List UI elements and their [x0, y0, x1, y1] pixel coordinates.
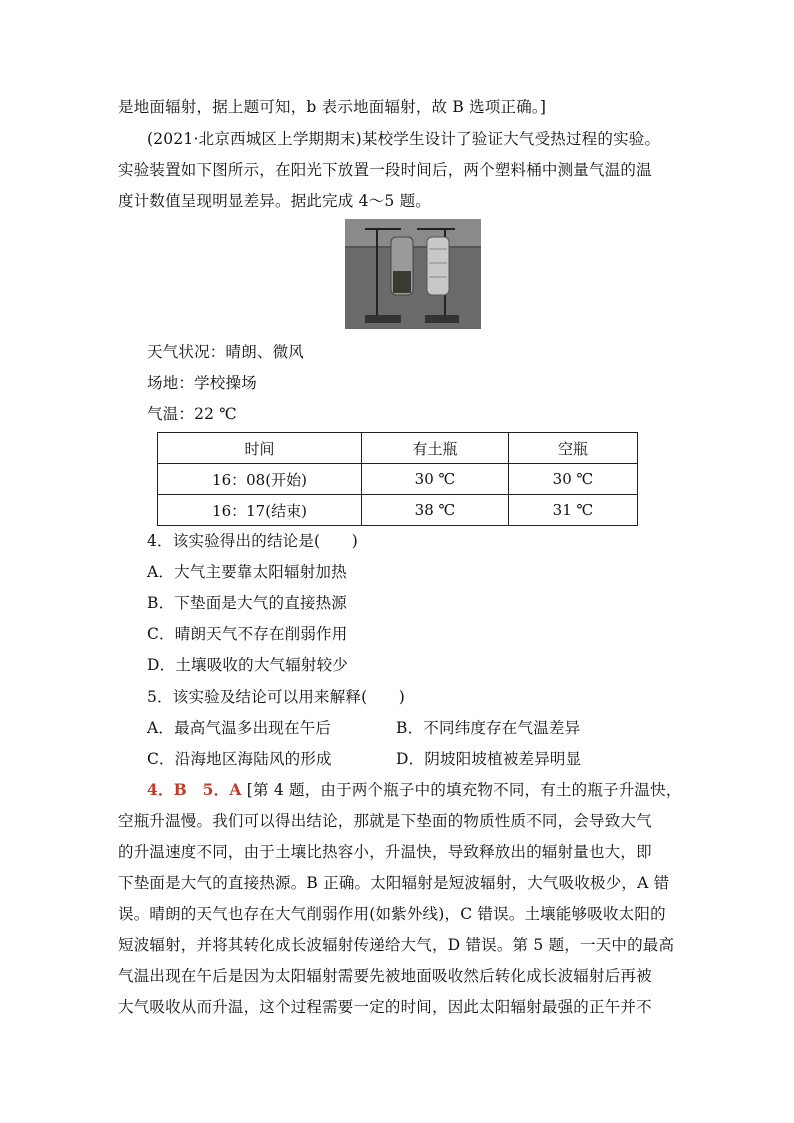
text-line: 是地面辐射，据上题可知，b 表示地面辐射，故 B 选项正确。] [118, 98, 547, 116]
table-cell: 16：08(开始) [158, 464, 362, 495]
table-header: 空瓶 [509, 433, 638, 464]
experiment-table [157, 432, 638, 526]
question-5-option-a: A．最高气温多出现在午后 [147, 719, 332, 737]
question-4-option-d: D．土壤吸收的大气辐射较少 [147, 656, 349, 674]
question-4-stem: 4．该实验得出的结论是( ) [147, 532, 358, 550]
table-cell: 30 ℃ [509, 464, 638, 495]
answer-key: 4．B 5．A [147, 780, 242, 799]
explanation-line: 的升温速度不同，由于土壤比热容小，升温快，导致释放出的辐射量也大，即 [118, 843, 652, 861]
question-5-stem: 5．该实验及结论可以用来解释( ) [147, 688, 406, 706]
question-4-option-b: B．下垫面是大气的直接热源 [147, 594, 347, 612]
explanation-text: [第 4 题，由于两个瓶子中的填充物不同，有土的瓶子升温快， [246, 781, 682, 799]
question-5-option-c: C．沿海地区海陆风的形成 [147, 750, 332, 768]
explanation-line: 短波辐射，并将其转化成长波辐射传递给大气，D 错误。第 5 题，一天中的最高 [118, 936, 675, 954]
explanation-line: 空瓶升温慢。我们可以得出结论，那就是下垫面的物质性质不同，会导致大气 [118, 812, 652, 830]
explanation-line: 气温出现在午后是因为太阳辐射需要先被地面吸收然后转化成长波辐射后再被 [118, 967, 652, 985]
table-header-row [158, 433, 638, 464]
experiment-photo [345, 219, 481, 329]
explanation-line: 大气吸收从而升温，这个过程需要一定的时间，因此太阳辐射最强的正午并不 [118, 998, 652, 1016]
text-line: 度计数值呈现明显差异。据此完成 4～5 题。 [118, 192, 431, 210]
explanation-line: 下垫面是大气的直接热源。B 正确。太阳辐射是短波辐射，大气吸收极少，A 错 [118, 874, 670, 892]
text-line: (2021·北京西城区上学期期末)某校学生设计了验证大气受热过程的实验。 [147, 130, 661, 148]
table-row [158, 495, 638, 526]
table-header: 时间 [158, 433, 362, 464]
condition-site: 场地：学校操场 [147, 374, 257, 392]
condition-temp: 气温：22 ℃ [147, 405, 237, 423]
text-line: 实验装置如下图所示，在阳光下放置一段时间后，两个塑料桶中测量气温的温 [118, 161, 652, 179]
condition-weather: 天气状况：晴朗、微风 [147, 343, 305, 361]
table-cell: 31 ℃ [509, 495, 638, 526]
question-4-option-c: C．晴朗天气不存在削弱作用 [147, 625, 348, 643]
explanation-line: 误。晴朗的天气也存在大气削弱作用(如紫外线)，C 错误。土壤能够吸收太阳的 [118, 905, 666, 923]
table-row [158, 464, 638, 495]
question-5-option-b: B．不同纬度存在气温差异 [396, 719, 581, 737]
table-cell: 38 ℃ [362, 495, 509, 526]
question-5-option-d: D．阴坡阳坡植被差异明显 [396, 750, 582, 768]
table-header: 有土瓶 [362, 433, 509, 464]
answer-line [147, 779, 707, 801]
table-cell: 16：17(结束) [158, 495, 362, 526]
table-cell: 30 ℃ [362, 464, 509, 495]
question-4-option-a: A．大气主要靠太阳辐射加热 [147, 563, 347, 581]
